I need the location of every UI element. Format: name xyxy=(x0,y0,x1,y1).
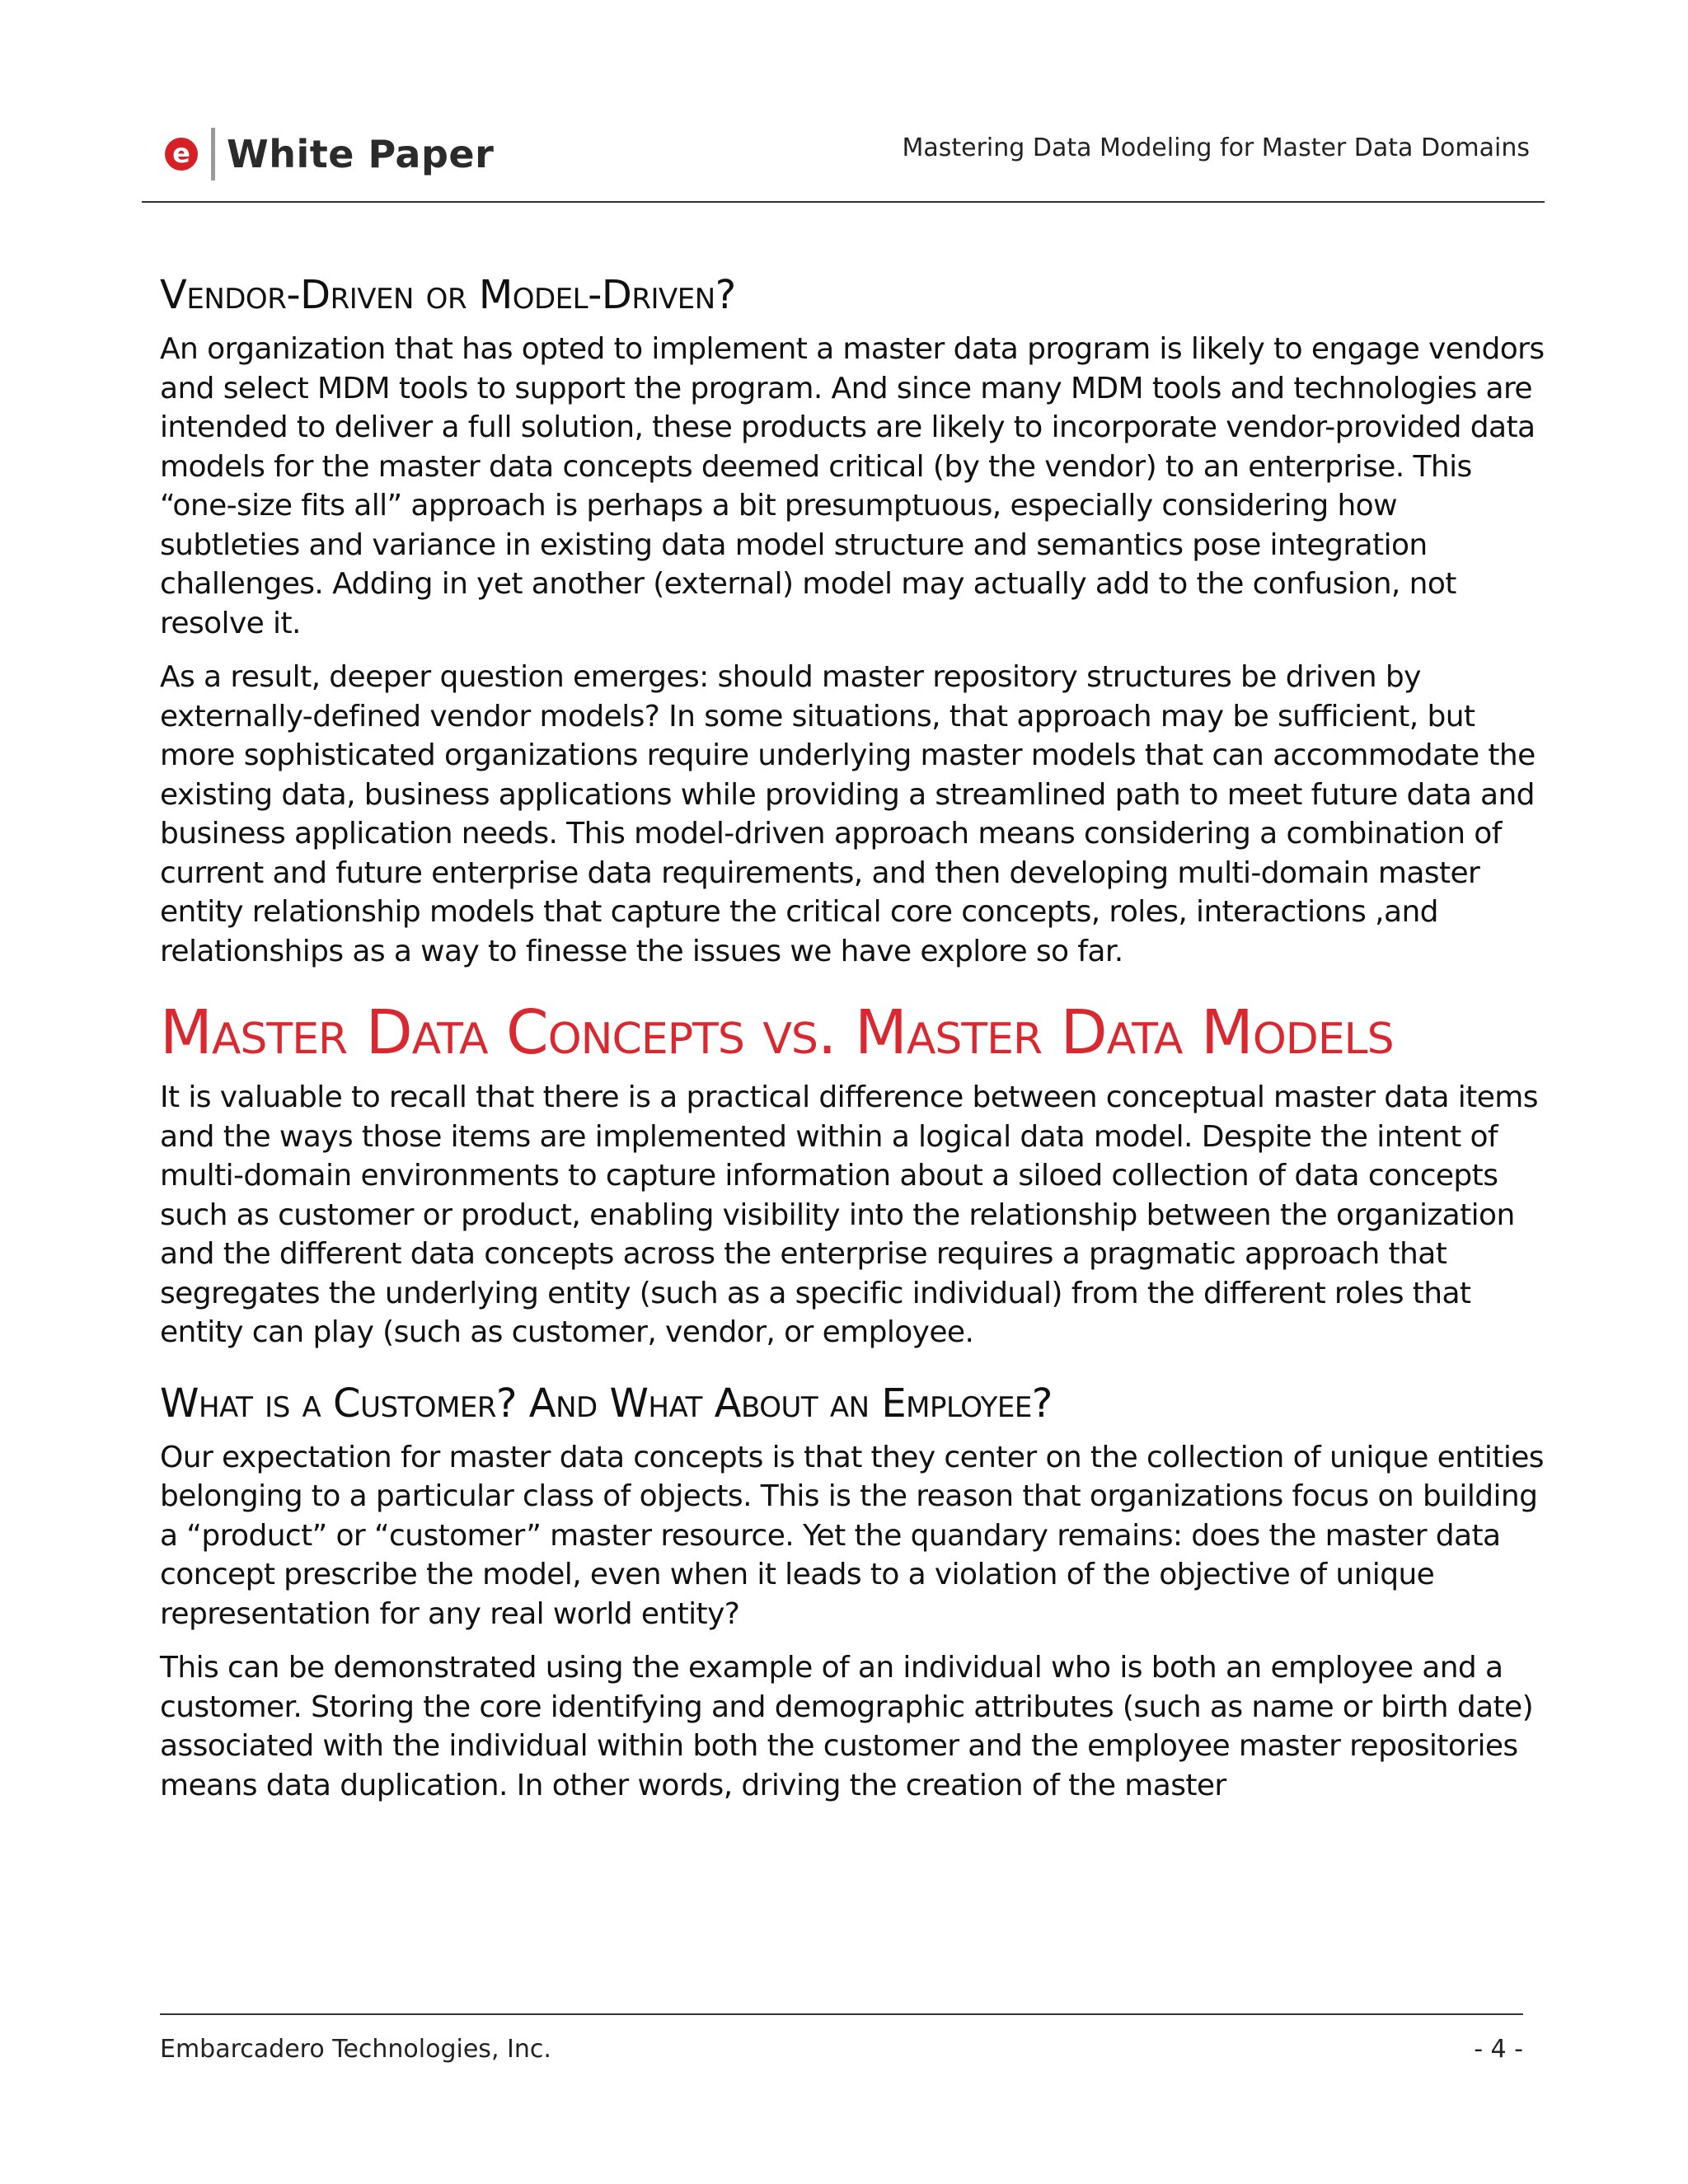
footer-divider xyxy=(160,2013,1523,2015)
page-header xyxy=(142,115,1545,204)
section-heading-what-is-customer: What is a Customer? And What About an Employee? xyxy=(160,1380,1053,1427)
section-heading-vendor-driven: Vendor-Driven or Model-Driven? xyxy=(160,272,736,318)
paragraph: An organization that has opted to implement a master data program is likely to engage vendors and select MDM tools to support the program. And since many MDM tools and technologies are intended to deliver a full solution, these products are likely to incorporate vendor-provided data models for the master data concepts deemed critical (by the vendor) to an enterprise. This “one-size fits all” approach is perhaps a bit presumptuous, especially considering how subtleties and variance in existing data model structure and semantics pose integration challenges. Adding in yet another (external) model may actually add to the confusion, not resolve it. xyxy=(160,332,1545,640)
white-paper-logo xyxy=(165,125,494,183)
paragraph: This can be demonstrated using the example of an individual who is both an employee and a customer. Storing the core identifying and demographic attributes (such as name or birth date) associated with the individual within both the customer and the employee master repositories means data duplication. In other words, driving the creation of the master xyxy=(160,1651,1534,1802)
logo-divider xyxy=(211,128,215,180)
embarcadero-e-icon: e xyxy=(165,138,198,171)
footer-company: Embarcadero Technologies, Inc. xyxy=(160,2035,551,2064)
paragraph: As a result, deeper question emerges: should master repository structures be driven by externally-defined vendor models? In some situations, that approach may be sufficient, but more sophisticated organizations require underlying master models that can accommodate the existing data, business applications while providing a streamlined path to meet future data and business application needs. This model-driven approach means considering a combination of current and future enterprise data requirements, and then developing multi-domain master entity relationship models that capture the critical core concepts, roles, interactions ,and relationships as a way to finesse the issues we have explore so far. xyxy=(160,660,1536,968)
document-title: Mastering Data Modeling for Master Data Domains xyxy=(902,134,1530,162)
paragraph: Our expectation for master data concepts is that they center on the collection of unique entities belonging to a particular class of objects. This is the reason that organizations focus on building a “product” or “customer” master resource. Yet the quandary remains: does the master data concept prescribe the model, even when it leads to a violation of the objective of unique representation for any real world entity? xyxy=(160,1440,1544,1631)
logo-label: White Paper xyxy=(227,132,495,176)
page-number: - 4 - xyxy=(1474,2035,1523,2064)
paragraph: It is valuable to recall that there is a practical difference between conceptual master data items and the ways those items are implemented within a logical data model. Despite the intent of multi-domain environments to capture information about a siloed collection of data concepts such as customer or product, enabling visibility into the relationship between the organization and the different data concepts across the enterprise requires a pragmatic approach that segregates the underlying entity (such as a specific individual) from the different roles that entity can play (such as customer, vendor, or employee. xyxy=(160,1080,1538,1349)
section-heading-master-data-concepts: Master Data Concepts vs. Master Data Models xyxy=(160,997,1394,1068)
page-content xyxy=(160,270,1545,1820)
header-divider xyxy=(142,201,1545,203)
